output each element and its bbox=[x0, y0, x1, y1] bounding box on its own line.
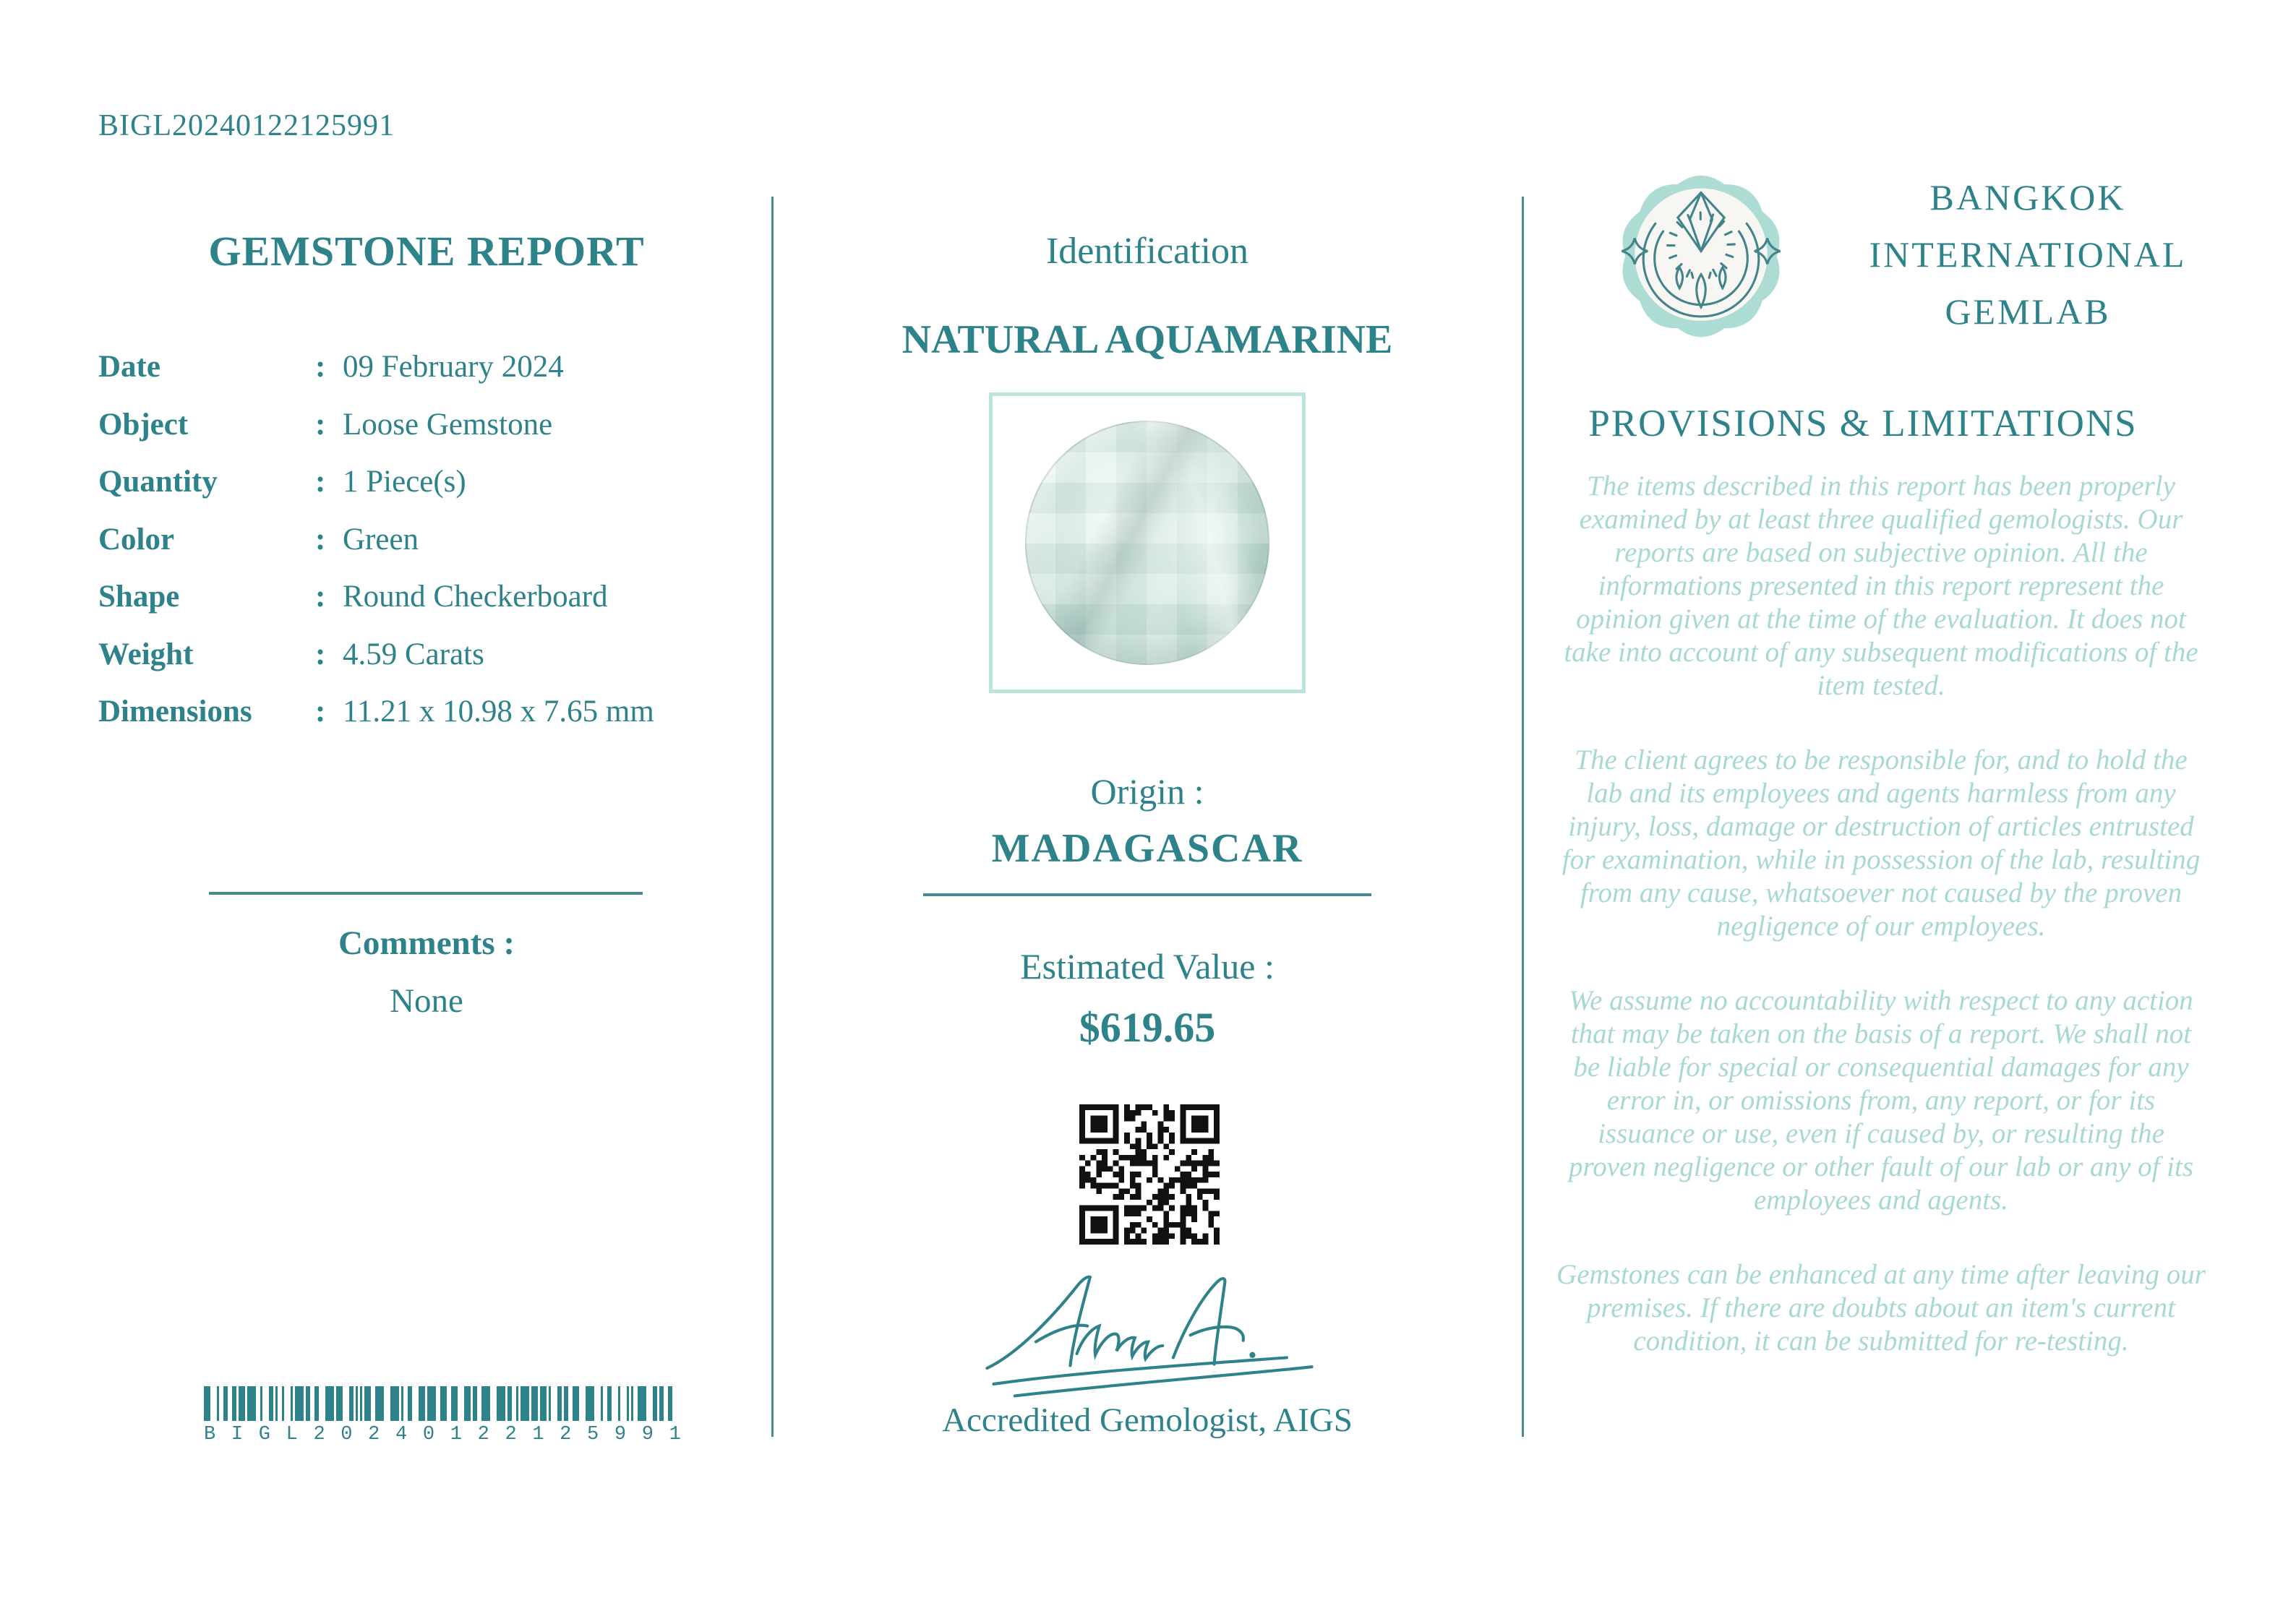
qr-code-icon bbox=[1079, 1104, 1220, 1245]
field-colon: : bbox=[315, 580, 326, 614]
barcode-char: 4 bbox=[395, 1424, 408, 1445]
field-label: Object bbox=[98, 407, 189, 442]
barcode-char: G bbox=[258, 1424, 270, 1445]
lab-name bbox=[1836, 169, 2219, 340]
barcode-char: 0 bbox=[340, 1424, 353, 1445]
barcode-char: 5 bbox=[587, 1424, 599, 1445]
field-label: Quantity bbox=[98, 465, 218, 499]
barcode-char: 2 bbox=[368, 1424, 380, 1445]
field-row-weight bbox=[98, 626, 763, 684]
field-colon: : bbox=[315, 695, 326, 729]
field-value: 1 Piece(s) bbox=[343, 465, 466, 499]
barcode-char: 1 bbox=[532, 1424, 544, 1445]
lab-name-line: INTERNATIONAL bbox=[1869, 234, 2187, 275]
value-divider bbox=[923, 893, 1371, 896]
field-value: Loose Gemstone bbox=[343, 407, 553, 442]
gem-photo-frame bbox=[989, 392, 1306, 693]
barcode-char: 9 bbox=[641, 1424, 654, 1445]
estimated-value-label: Estimated Value : bbox=[1020, 946, 1275, 987]
field-colon: : bbox=[315, 407, 326, 442]
field-colon: : bbox=[315, 522, 326, 557]
barcode-text bbox=[204, 1424, 681, 1445]
field-value: Round Checkerboard bbox=[343, 580, 608, 614]
report-barcode bbox=[204, 1386, 681, 1445]
report-title: GEMSTONE REPORT bbox=[208, 228, 645, 275]
comments-label: Comments : bbox=[338, 924, 515, 962]
field-value: Green bbox=[343, 522, 419, 557]
field-label: Shape bbox=[98, 580, 180, 614]
barcode-char: 2 bbox=[505, 1424, 517, 1445]
barcode-char: L bbox=[286, 1424, 298, 1445]
comments-value: None bbox=[390, 982, 463, 1020]
barcode-char: 1 bbox=[669, 1424, 681, 1445]
field-row-shape bbox=[98, 568, 763, 626]
field-label: Dimensions bbox=[98, 695, 252, 729]
signatory-title: Accredited Gemologist, AIGS bbox=[942, 1401, 1353, 1439]
report-fields bbox=[98, 338, 763, 741]
lab-name-line: BANGKOK bbox=[1929, 177, 2126, 218]
provisions-title: PROVISIONS & LIMITATIONS bbox=[1588, 403, 2138, 444]
barcode-icon bbox=[204, 1386, 681, 1421]
comments-divider bbox=[209, 892, 643, 895]
report-number: BIGL20240122125991 bbox=[98, 109, 395, 142]
field-value: 09 February 2024 bbox=[343, 350, 564, 384]
lab-name-line: GEMLAB bbox=[1945, 291, 2111, 332]
gemstone-photo bbox=[1025, 421, 1269, 665]
gemologist-signature bbox=[961, 1255, 1337, 1406]
field-value: 4.59 Carats bbox=[343, 637, 484, 671]
provisions-paragraph: The items described in this report has been properly examined by at least three qualified gemologists. Our reports are based on subjective opinion. All the informations presented in this report represent the opinion given at the time of the evaluation. It does not take into account of any subsequent modifications of the item tested. bbox=[1564, 471, 2198, 701]
field-row-date bbox=[98, 338, 763, 396]
provisions-paragraph: Gemstones can be enhanced at any time after leaving our premises. If there are doubts about an item's current condition, it can be submitted for re-testing. bbox=[1556, 1259, 2206, 1357]
barcode-char: 0 bbox=[422, 1424, 435, 1445]
barcode-char: B bbox=[204, 1424, 216, 1445]
column-divider-right bbox=[1522, 197, 1524, 1437]
barcode-char: 2 bbox=[313, 1424, 325, 1445]
field-label: Weight bbox=[98, 637, 194, 671]
barcode-char: 2 bbox=[560, 1424, 572, 1445]
provisions-text bbox=[1556, 470, 2206, 1399]
origin-label: Origin : bbox=[1090, 771, 1204, 812]
gem-name: NATURAL AQUAMARINE bbox=[901, 317, 1393, 362]
field-label: Color bbox=[98, 522, 175, 557]
field-colon: : bbox=[315, 465, 326, 499]
field-row-dimensions bbox=[98, 683, 763, 741]
field-colon: : bbox=[315, 637, 326, 671]
barcode-char: I bbox=[231, 1424, 244, 1445]
field-row-quantity bbox=[98, 453, 763, 511]
estimated-value-amount: $619.65 bbox=[1079, 1004, 1216, 1051]
identification-title: Identification bbox=[1045, 231, 1249, 272]
provisions-paragraph: The client agrees to be responsible for, and to hold the lab and its employees and agents harmless from any injury, loss, damage or destruction of articles entrusted for examination, while in possession of the lab, resulting from any cause, whatsoever not caused by the proven negligence of our employees. bbox=[1562, 744, 2201, 942]
field-row-object bbox=[98, 396, 763, 454]
barcode-char: 2 bbox=[477, 1424, 489, 1445]
barcode-char: 1 bbox=[450, 1424, 462, 1445]
lab-logo-gem-pendant-emblem-icon bbox=[1609, 163, 1793, 353]
field-row-color bbox=[98, 511, 763, 569]
field-value: 11.21 x 10.98 x 7.65 mm bbox=[343, 695, 654, 729]
field-colon: : bbox=[315, 350, 326, 384]
column-divider-left bbox=[771, 197, 774, 1437]
provisions-paragraph: We assume no accountability with respect to any action that may be taken on the basis of a report. We shall not be liable for special or consequential damages for any error in, or omissions from, any report, or for its issuance or use, even if caused by, or resulting the proven negligence or other fault of our lab or any of its employees and agents. bbox=[1568, 985, 2194, 1216]
barcode-char: 9 bbox=[614, 1424, 627, 1445]
origin-value: MADAGASCAR bbox=[991, 826, 1303, 871]
field-label: Date bbox=[98, 350, 160, 384]
